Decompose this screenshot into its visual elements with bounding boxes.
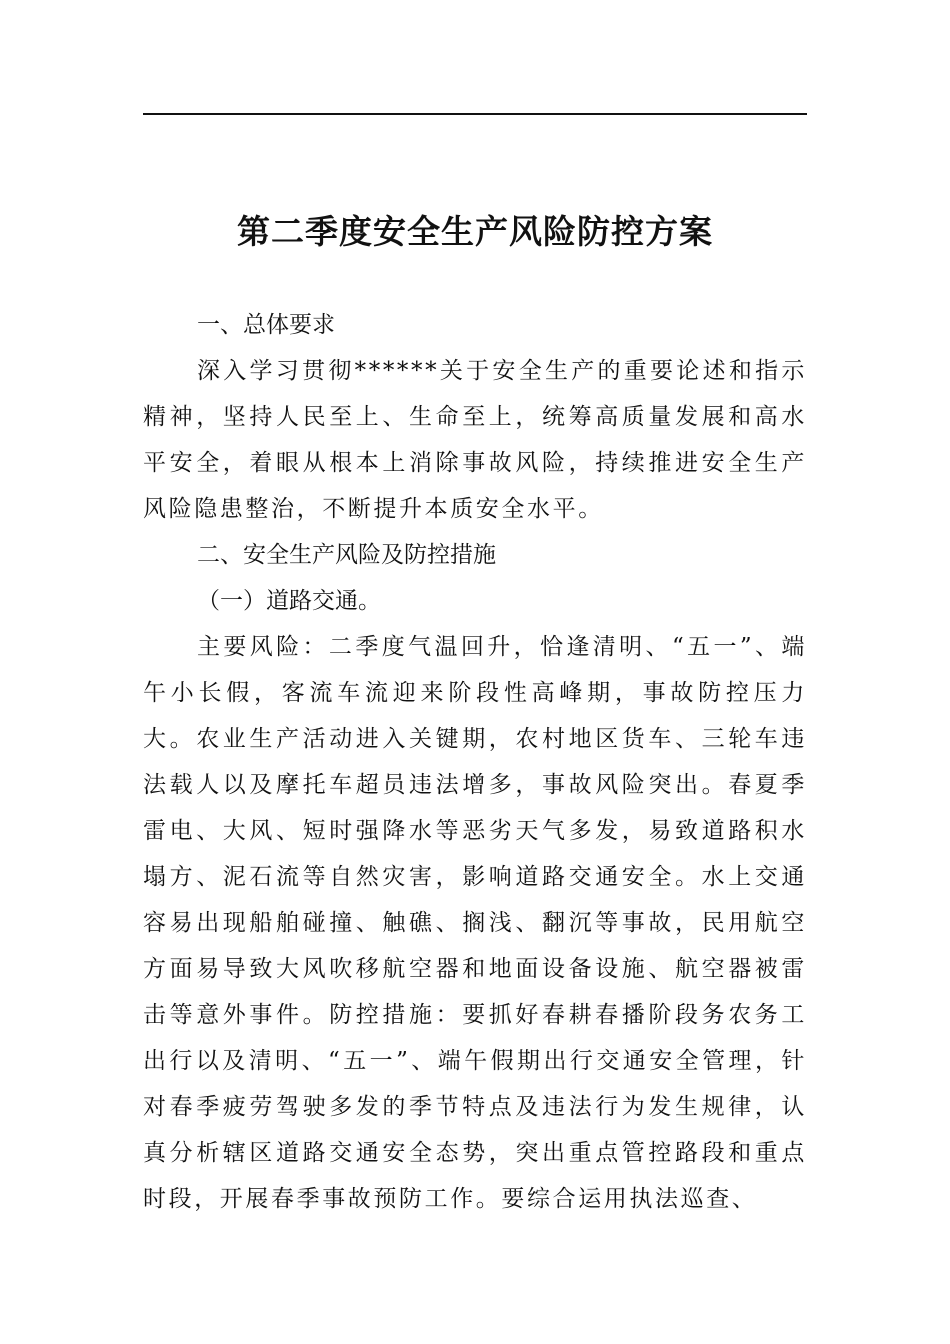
header-rule	[143, 113, 807, 115]
section-heading-general-requirements: 一、总体要求	[197, 312, 335, 338]
section-paragraph-road-traffic: 主要风险：二季度气温回升，恰逢清明、“五一”、端午小长假，客流车流迎来阶段性高峰期，事故防控压力大。农业生产活动进入关键期，农村地区货车、三轮车违法载人以及摩托车超员违法增多，事故风险突出。春夏季雷电、大风、短时强降水等恶劣天气多发，易致道路积水塌方、泥石流等自然灾害，影响道路交通安全。水上交通容易出现船舶碰撞、触礁、搁浅、翻沉等事故，民用航空方面易导致大风吹移航空器和地面设备设施、航空器被雷击等意外事件。防控措施：要抓好春耕春播阶段务农务工出行以及清明、“五一”、端午假期出行交通安全管理，针对春季疲劳驾驶多发的季节特点及违法行为发生规律，认真分析辖区道路交通安全态势，突出重点管控路段和重点时段，开展春季事故预防工作。要综合运用执法巡查、	[143, 634, 807, 1212]
document-body	[143, 302, 807, 1222]
subsection-heading-road-traffic: （一）道路交通。	[197, 588, 381, 614]
section-paragraph-general-requirements: 深入学习贯彻******关于安全生产的重要论述和指示精神，坚持人民至上、生命至上，统筹高质量发展和高水平安全，着眼从根本上消除事故风险，持续推进安全生产风险隐患整治，不断提升本质安全水平。	[143, 358, 807, 522]
section-heading-risks-and-measures: 二、安全生产风险及防控措施	[197, 542, 496, 568]
document-title: 第二季度安全生产风险防控方案	[237, 212, 713, 252]
